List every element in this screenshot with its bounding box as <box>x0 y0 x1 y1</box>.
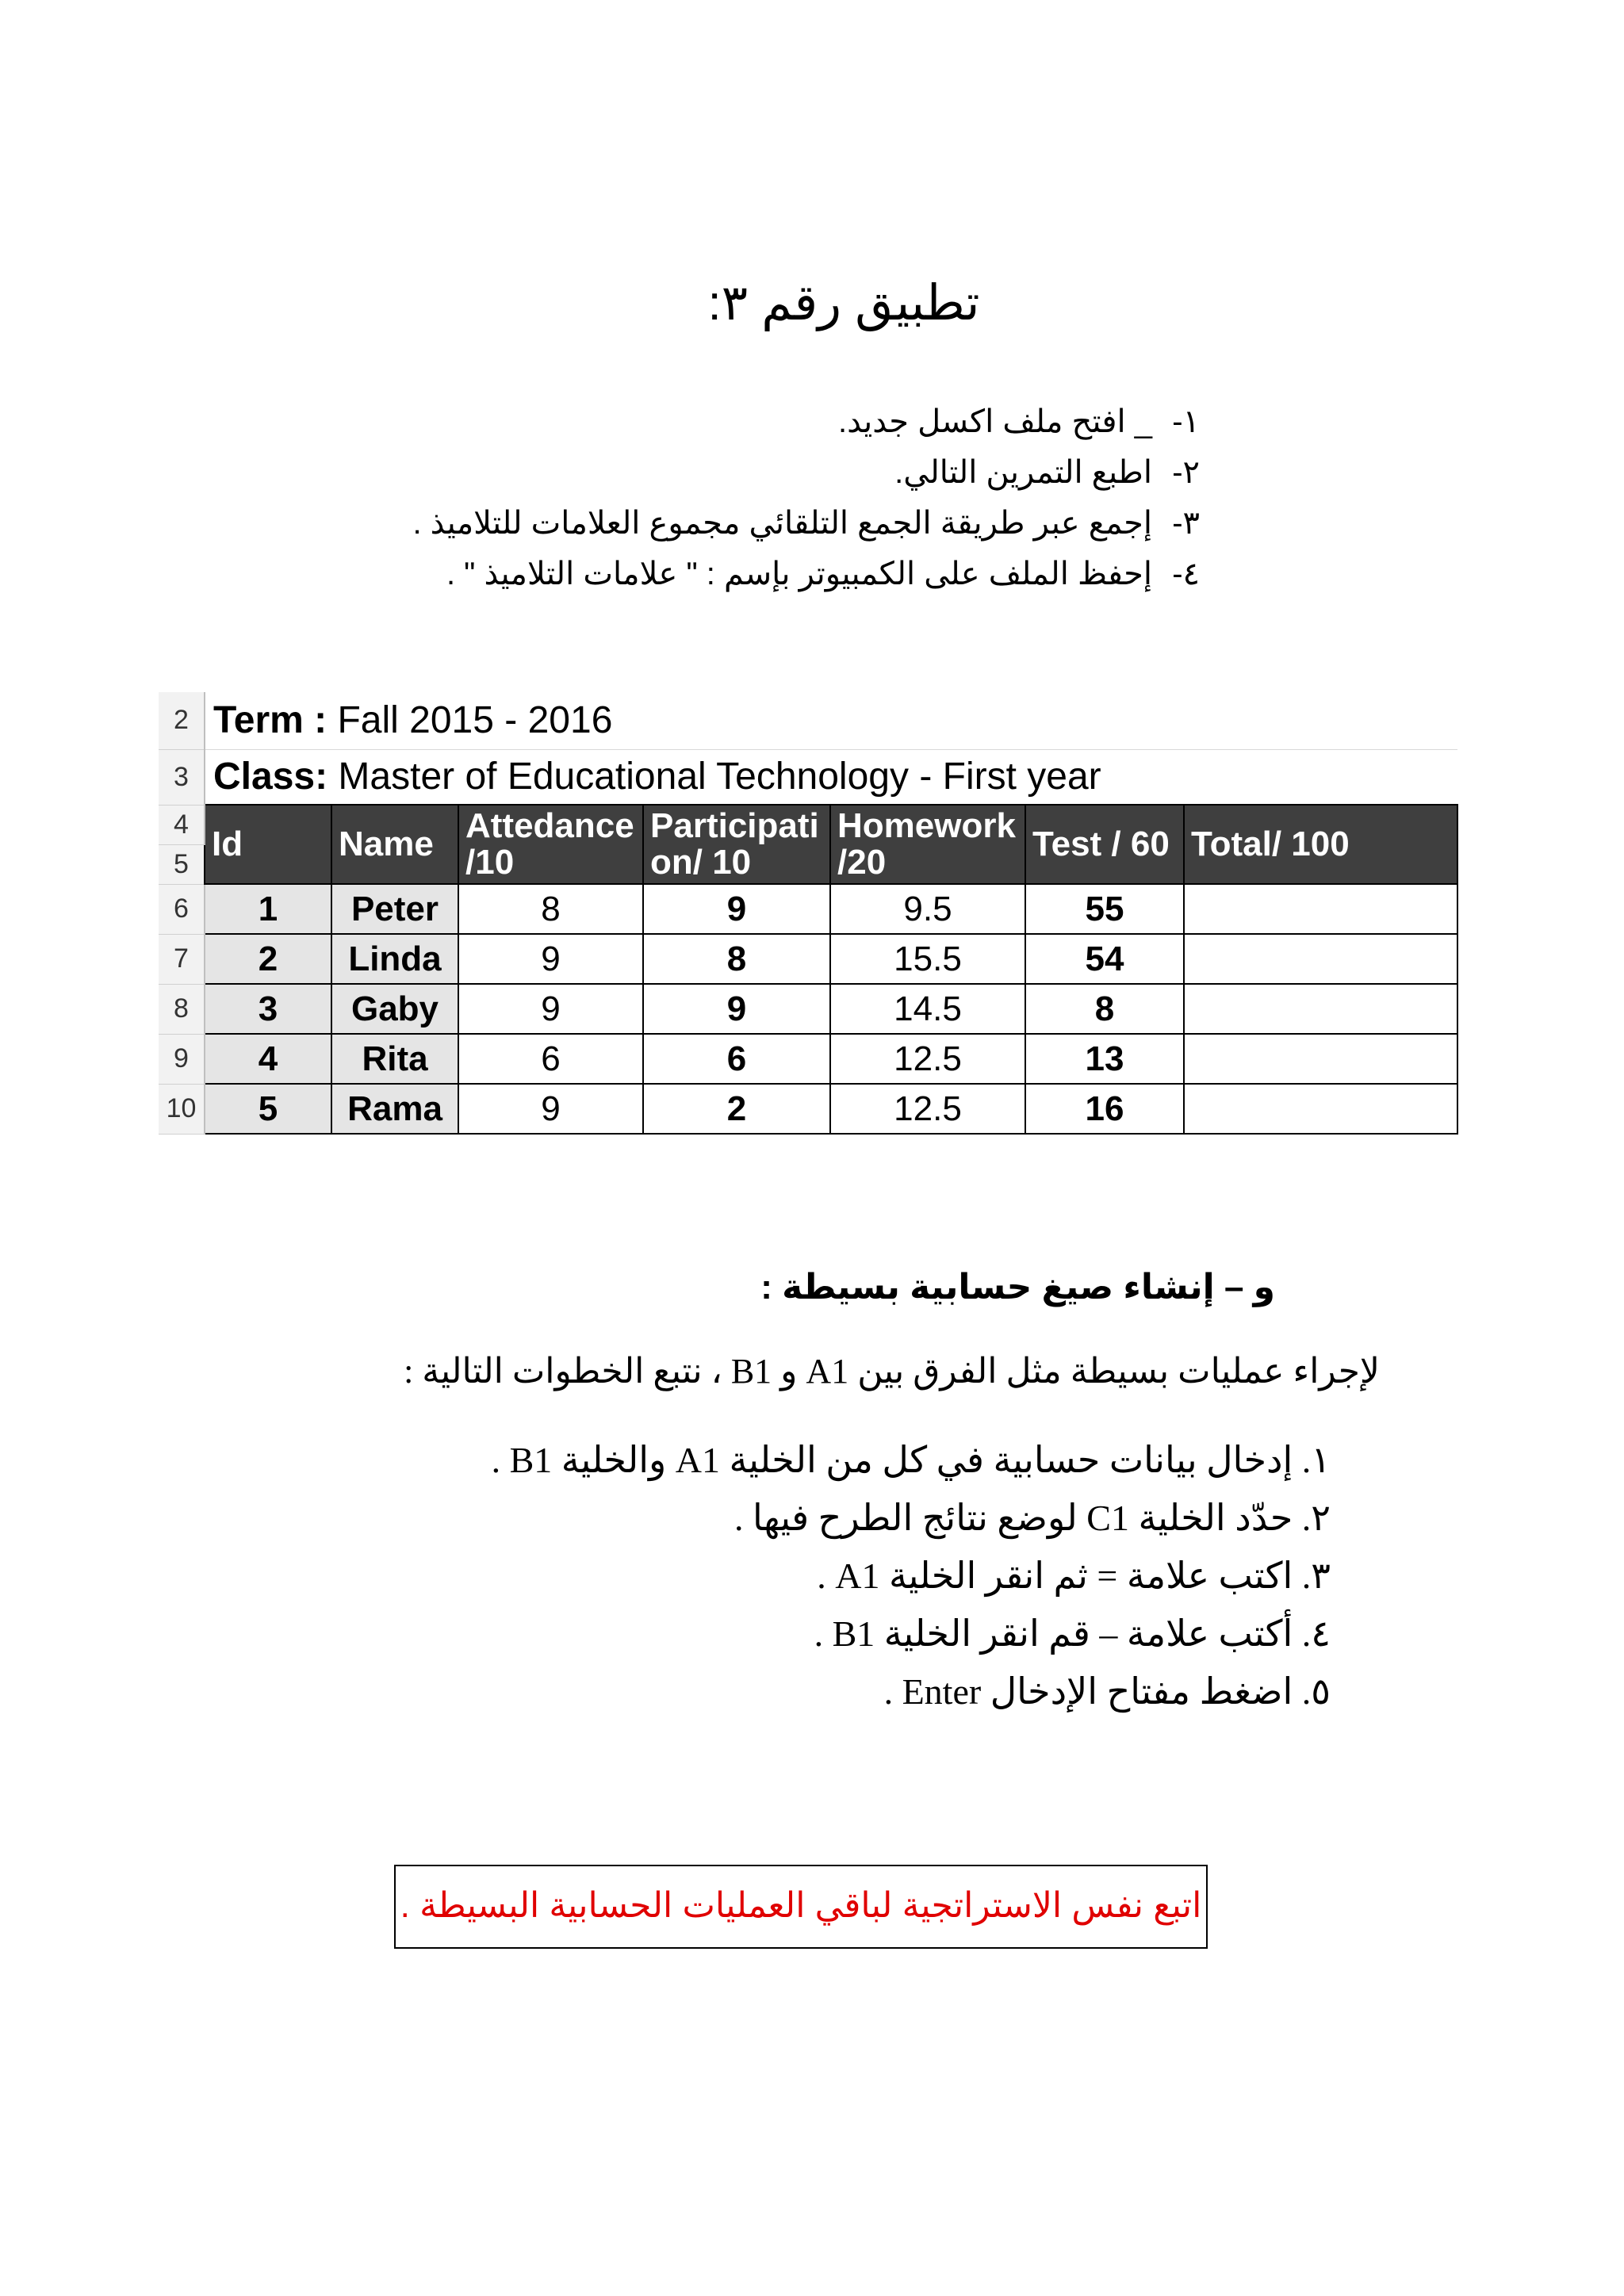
row-number: 5 <box>159 844 205 884</box>
header-id[interactable]: Id <box>205 805 331 884</box>
note-box: اتبع نفس الاستراتجية لباقي العمليات الحسابية البسيطة . <box>394 1865 1208 1949</box>
instruction-item <box>327 549 1200 599</box>
row-number: 9 <box>159 1034 205 1084</box>
cell-test[interactable]: 8 <box>1025 984 1184 1034</box>
class-cell[interactable] <box>205 749 1457 805</box>
cell-attendance[interactable]: 9 <box>458 1084 643 1134</box>
cell-test[interactable]: 54 <box>1025 934 1184 984</box>
table-row <box>159 884 1457 934</box>
class-value: Master of Educational Technology - First year <box>338 756 1101 798</box>
instruction-item <box>327 396 1200 447</box>
formula-step: ٢. حدّد الخلية C1 لوضع نتائج الطرح فيها . <box>734 1498 1331 1538</box>
cell-attendance[interactable]: 9 <box>458 934 643 984</box>
term-cell[interactable] <box>205 692 1457 749</box>
cell-participation[interactable]: 8 <box>643 934 830 984</box>
class-label: Class: <box>213 756 328 798</box>
cell-name[interactable]: Linda <box>331 934 458 984</box>
cell-name[interactable]: Peter <box>331 884 458 934</box>
cell-id[interactable]: 5 <box>205 1084 331 1134</box>
cell-test[interactable]: 55 <box>1025 884 1184 934</box>
intro-paragraph: لإجراء عمليات بسيطة مثل الفرق بين A1 و B1 ، نتبع الخطوات التالية : <box>404 1352 1380 1391</box>
instruction-item <box>327 498 1200 549</box>
cell-participation[interactable]: 2 <box>643 1084 830 1134</box>
header-total[interactable]: Total/ 100 <box>1184 805 1457 884</box>
table-row <box>159 934 1457 984</box>
row-number: 2 <box>159 692 205 749</box>
instruction-text: إحفظ الملف على الكمبيوتر بإسم : " علامات التلاميذ " . <box>446 557 1152 591</box>
formula-step: ٣. اكتب علامة = ثم انقر الخلية A1 . <box>817 1556 1331 1596</box>
cell-id[interactable]: 2 <box>205 934 331 984</box>
cell-homework[interactable]: 15.5 <box>830 934 1025 984</box>
formula-steps-list <box>492 1431 1331 1720</box>
section-heading: و – إنشاء صيغ حسابية بسيطة : <box>760 1268 1275 1307</box>
formula-step: ٥. اضغط مفتاح الإدخال Enter . <box>883 1671 1331 1712</box>
cell-total[interactable] <box>1184 934 1457 984</box>
header-test[interactable]: Test / 60 <box>1025 805 1184 884</box>
cell-test[interactable]: 16 <box>1025 1084 1184 1134</box>
table-row <box>159 1084 1457 1134</box>
spreadsheet-row <box>159 749 1457 805</box>
cell-homework[interactable]: 12.5 <box>830 1084 1025 1134</box>
cell-name[interactable]: Rita <box>331 1034 458 1084</box>
instruction-item <box>327 447 1200 498</box>
cell-name[interactable]: Rama <box>331 1084 458 1134</box>
cell-attendance[interactable]: 9 <box>458 984 643 1034</box>
cell-attendance[interactable]: 8 <box>458 884 643 934</box>
row-number: 6 <box>159 884 205 934</box>
cell-homework[interactable]: 14.5 <box>830 984 1025 1034</box>
instruction-number: ٣- <box>1172 506 1200 541</box>
header-attendance-top: Attedance <box>465 806 634 845</box>
header-homework-bottom: /20 <box>837 843 887 882</box>
instruction-number: ١- <box>1172 404 1200 439</box>
row-number: 7 <box>159 934 205 984</box>
cell-participation[interactable]: 9 <box>643 884 830 934</box>
cell-participation[interactable]: 9 <box>643 984 830 1034</box>
cell-homework[interactable]: 12.5 <box>830 1034 1025 1084</box>
header-row <box>159 805 1457 844</box>
header-name[interactable]: Name <box>331 805 458 884</box>
cell-id[interactable]: 4 <box>205 1034 331 1084</box>
row-number: 10 <box>159 1084 205 1134</box>
header-homework[interactable] <box>830 805 1025 884</box>
table-row <box>159 984 1457 1034</box>
instruction-number: ٢- <box>1172 455 1200 490</box>
cell-attendance[interactable]: 6 <box>458 1034 643 1084</box>
term-label: Term : <box>213 699 327 742</box>
cell-name[interactable]: Gaby <box>331 984 458 1034</box>
instruction-text: اطبع التمرين التالي. <box>894 455 1152 490</box>
cell-total[interactable] <box>1184 1034 1457 1084</box>
cell-total[interactable] <box>1184 984 1457 1034</box>
header-homework-top: Homework <box>837 806 1016 845</box>
header-attendance-bottom: /10 <box>465 843 515 882</box>
cell-id[interactable]: 3 <box>205 984 331 1034</box>
header-participation[interactable] <box>643 805 830 884</box>
instructions-list <box>327 396 1200 599</box>
header-participation-bottom: on/ 10 <box>650 843 752 882</box>
table-row <box>159 1034 1457 1084</box>
spreadsheet-table <box>159 692 1458 1135</box>
instruction-number: ٤- <box>1172 557 1200 591</box>
cell-homework[interactable]: 9.5 <box>830 884 1025 934</box>
row-number: 4 <box>159 805 205 844</box>
cell-participation[interactable]: 6 <box>643 1034 830 1084</box>
page-title-text: تطبيق رقم ٣: <box>707 276 980 331</box>
header-attendance[interactable] <box>458 805 643 884</box>
term-value: Fall 2015 - 2016 <box>337 699 613 742</box>
formula-step: ٤. أكتب علامة – قم انقر الخلية B1 . <box>814 1613 1331 1654</box>
row-number: 8 <box>159 984 205 1034</box>
page-title <box>0 274 1624 331</box>
row-number: 3 <box>159 749 205 805</box>
instruction-text: إجمع عبر طريقة الجمع التلقائي مجموع العلامات للتلاميذ . <box>412 506 1152 541</box>
cell-total[interactable] <box>1184 1084 1457 1134</box>
cell-test[interactable]: 13 <box>1025 1034 1184 1084</box>
formula-step: ١. إدخال بيانات حسابية في كل من الخلية A1 والخلية B1 . <box>491 1440 1331 1480</box>
cell-id[interactable]: 1 <box>205 884 331 934</box>
header-participation-top: Participati <box>650 806 819 845</box>
spreadsheet-row <box>159 692 1457 749</box>
instruction-text: _ افتح ملف اكسل جديد. <box>838 404 1152 439</box>
cell-total[interactable] <box>1184 884 1457 934</box>
